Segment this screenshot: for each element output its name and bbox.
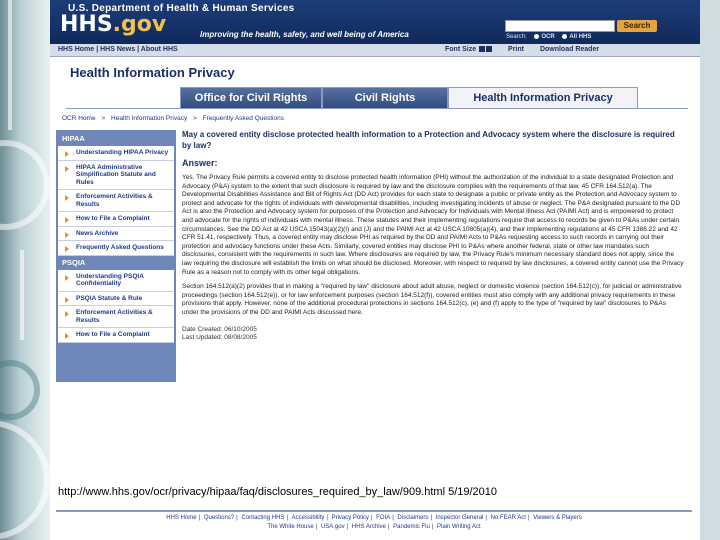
hhs-logo[interactable] [60,12,166,37]
answer-heading: Answer: [182,158,218,168]
breadcrumb-faq[interactable]: Frequently Asked Questions [202,115,284,122]
search-scope-label: Search: [506,34,527,41]
footer-line-2: The White House | USA.gov | HHS Archive | Pandemic Flu | Plain Writing Act [267,524,481,530]
answer-paragraph-1: Yes. The Privacy Rule permits a covered entity to disclose protected health information (PHI) without the authorization of the individual to a state designated Protection and Advocacy (P&A) system to the extent that such disclosure is required by law and the disclosure complies with the requirements of that law. 45 CFR 164.512(a). The Developmental Disabilities Assistance and Bill of Rights Act (DD Act) provides for each state to designate a public or private entity as the Protection and Advocacy system to protect and advocate for the rights of individuals with developmental disabilities, including investigating incidents of abuse or neglect. The P&A designated pursuant to the DD Act is also the Protection and Advocacy system for purposes of the Protection and Advocacy for Individuals with Mental Illness Act (PAIMI Act) and is empowered to protect and advocate for the rights of individuals with mental illness. These statutes and their implementing regulations require that access to records be given to P&As under certain circumstances. See the DD Act at 42 USCA 15043(a)(2)(I) and (J) and the PAIMI Act at 42 USCA 10805(a)(4), and their implementing regulations at 45 CFR 1386.22 and 42 CFR 51.41, respectively. Thus, a covered entity may disclose PHI as required by the DD and PAIMI Acts to P&As requesting access to such records in carrying out their protection and advocacy functions under these Acts. Similarly, covered entities may disclose PHI to P&As where another federal, state or other law mandates such disclosures, consistent with the requirements in such law. Where disclosures are required by law, the Privacy Rule's minimum necessary standard does not apply, since the law requiring the disclosure will establish the limits on what should be disclosed. Moreover, with respect to required by law disclosures, a covered entity cannot use the Privacy Rule as a reason not to comply with its other legal obligations. [182,174,684,276]
footer-link[interactable]: Pandemic Flu [393,524,430,530]
breadcrumb [62,115,288,122]
footer-link[interactable]: Contacting HHS [241,515,285,521]
source-url-caption: http://www.hhs.gov/ocr/privacy/hipaa/faq/disclosures_required_by_law/909.html 5/19/2010 [58,486,498,498]
footer-link[interactable]: Accessibility [291,515,325,521]
radio-icon [562,34,567,39]
logo-suffix: .gov [112,12,167,37]
nav-item-psqia-statute[interactable]: PSQIA Statute & Rule [58,292,174,307]
footer-link[interactable]: No FEAR Act [490,515,526,521]
faq-content [182,130,684,342]
font-decrease-icon[interactable] [479,46,485,52]
search-scope-all[interactable]: All HHS [562,34,591,40]
nav-item-understanding-hipaa[interactable]: Understanding HIPAA Privacy [58,146,174,161]
breadcrumb-separator: > [101,115,106,122]
nav-item-psqia-complaint[interactable]: How to File a Complaint [58,328,174,343]
section-tabs [180,87,638,109]
nav-item-hipaa-statute[interactable]: HIPAA Administrative Simplification Statute and Rules [58,161,174,191]
nav-item-news-archive[interactable]: News Archive [58,227,174,242]
department-name: U.S. Department of Health & Human Services [68,3,295,14]
web-page [50,0,700,540]
util-link-home[interactable]: HHS Home [58,46,95,53]
utility-bar: HHS Home | HHS News | About HHS Font Size Print Download Reader [50,44,700,57]
left-navigation [56,130,176,382]
footer-link[interactable]: Inspector General [435,515,484,521]
download-reader-link[interactable]: Download Reader [539,46,600,53]
faq-question: May a covered entity disclose protected health information to a Protection and Advocacy system where the disclosure is required by law? [182,130,675,150]
tab-divider [66,108,688,109]
footer-line-1: HHS Home | Questions? | Contacting HHS | Accessibility | Privacy Policy | FOIA | Disclaimers | Inspector General | No FEAR Act | Viewers & Players [166,515,582,521]
nav-section-psqia: PSQIA [62,257,86,267]
footer-link[interactable]: Questions? [203,515,235,521]
util-link-news[interactable]: HHS News [100,46,136,53]
nav-item-faq[interactable]: Frequently Asked Questions [58,241,174,256]
site-footer [56,510,692,532]
site-tagline: Improving the health, safety, and well being of America [200,30,409,39]
logo-main: HHS [60,12,113,37]
print-link[interactable]: Print [508,46,524,53]
font-increase-icon[interactable] [486,46,492,52]
nav-item-understanding-psqia[interactable]: Understanding PSQIA Confidentiality [58,270,174,292]
last-updated: Last Updated: 08/08/2005 [182,333,257,341]
footer-link[interactable]: Disclaimers [397,515,429,521]
nav-section-hipaa: HIPAA [62,134,85,143]
tab-civil-rights[interactable]: Civil Rights [322,87,448,109]
search-button[interactable]: Search [617,20,657,32]
radio-icon [534,34,539,39]
footer-link[interactable]: The White House [267,524,314,530]
tab-office-civil-rights[interactable]: Office for Civil Rights [180,87,322,109]
search-scope-ocr[interactable]: OCR [534,34,554,40]
footer-link[interactable]: HHS Archive [351,524,386,530]
page-title: Health Information Privacy [70,65,235,80]
slide-left-decoration [0,0,50,540]
nav-item-psqia-enforcement[interactable]: Enforcement Activities & Results [58,306,174,328]
slide-right-edge [700,0,720,540]
tab-health-information-privacy[interactable]: Health Information Privacy [448,87,638,109]
nav-item-hipaa-enforcement[interactable]: Enforcement Activities & Results [58,190,174,212]
footer-link[interactable]: Viewers & Players [533,515,582,521]
breadcrumb-hip[interactable]: Health Information Privacy [111,115,188,122]
footer-link[interactable]: FOIA [376,515,391,521]
font-size-control[interactable]: Font Size [445,46,492,53]
answer-paragraph-2: Section 164.512(a)(2) provides that in making a "required by law" disclosure about adult abuse, neglect or domestic violence (section 164.512(c)), for judicial or administrative proceedings (section 164.512(e)), or for law enforcement purposes (section 164.512(f)), covered entities must also comply with any additional privacy requirements in these provisions that apply. However, none of the additional procedural protections in sections 164.512(c), (e) and (f) apply to the type of "required by law" disclosures to P&As under the provisions of the DD and PAIMI Acts discussed here. [182,283,682,316]
search-input[interactable] [505,20,615,32]
util-link-about[interactable]: About HHS [140,46,178,53]
search-scope-options [506,34,597,40]
breadcrumb-separator: > [193,115,197,122]
site-header [50,0,700,44]
nav-item-hipaa-complaint[interactable]: How to File a Complaint [58,212,174,227]
page-dates [182,326,684,342]
footer-link[interactable]: USA.gov [320,524,345,530]
footer-link[interactable]: Plain Writing Act [437,524,481,530]
breadcrumb-ocr-home[interactable]: OCR Home [62,115,96,122]
date-created: Date Created: 06/10/2005 [182,325,257,333]
footer-link[interactable]: HHS Home [166,515,197,521]
footer-link[interactable]: Privacy Policy [331,515,369,521]
